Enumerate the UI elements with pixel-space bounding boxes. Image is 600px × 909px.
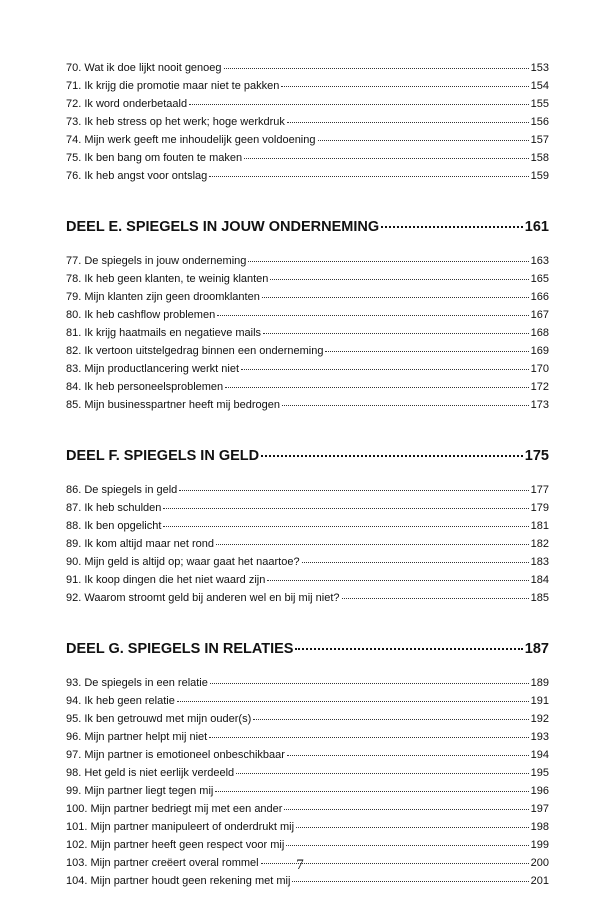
toc-entry-page: 196 [530, 785, 549, 797]
toc-entry-page: 192 [530, 713, 549, 725]
dot-leader [286, 833, 528, 846]
toc-entry-title: 74. Mijn werk geeft me inhoudelijk geen voldoening [66, 134, 316, 146]
toc-entry-page: 172 [530, 381, 549, 393]
toc-entry-title: 104. Mijn partner houdt geen rekening met mij [66, 875, 291, 887]
toc-entry-title: 94. Ik heb geen relatie [66, 695, 175, 707]
toc-entry-title: 91. Ik koop dingen die het niet waard zijn [66, 574, 266, 586]
toc-entry-page: 189 [530, 677, 549, 689]
toc-entry-page: 170 [530, 363, 549, 375]
toc-entry-title: 93. De spiegels in een relatie [66, 677, 208, 689]
toc-entry-page: 154 [530, 80, 549, 92]
toc-entry-title: 100. Mijn partner bedriegt mij met een ander [66, 803, 283, 815]
toc-entry-title: 87. Ik heb schulden [66, 502, 162, 514]
dot-leader [248, 249, 528, 262]
dot-leader [261, 441, 523, 457]
toc-entry-title: 103. Mijn partner creëert overal rommel [66, 857, 259, 869]
dot-leader [253, 707, 528, 720]
toc-entry-page: 163 [530, 255, 549, 267]
toc-entry-title: 83. Mijn productlancering werkt niet [66, 363, 240, 375]
dot-leader [287, 743, 529, 756]
dot-leader [270, 267, 528, 280]
section-heading-title: DEEL G. SPIEGELS IN RELATIES [66, 641, 294, 657]
dot-leader [262, 285, 529, 298]
toc-entry-title: 72. Ik word onderbetaald [66, 98, 188, 110]
toc-entry-page: 157 [530, 134, 549, 146]
toc-entry-page: 165 [530, 273, 549, 285]
dot-leader [381, 212, 523, 228]
dot-leader [179, 478, 528, 491]
toc-entry-page: 168 [530, 327, 549, 339]
dot-leader [282, 393, 529, 406]
dot-leader [325, 339, 528, 352]
dot-leader [189, 92, 529, 105]
section-heading-title: DEEL E. SPIEGELS IN JOUW ONDERNEMING [66, 219, 380, 235]
toc-entry-title: 95. Ik ben getrouwd met mijn ouder(s) [66, 713, 252, 725]
toc-entry-title: 76. Ik heb angst voor ontslag [66, 170, 208, 182]
dot-leader [163, 496, 528, 509]
toc-entry-title: 90. Mijn geld is altijd op; waar gaat het naartoe? [66, 556, 300, 568]
toc-entry-title: 101. Mijn partner manipuleert of onderdrukt mij [66, 821, 295, 833]
toc-entry-page: 181 [530, 520, 549, 532]
dot-leader [267, 568, 528, 581]
toc-entry[interactable] [66, 395, 549, 413]
page-number: 7 [296, 857, 304, 873]
toc-entry-title: 77. De spiegels in jouw onderneming [66, 255, 247, 267]
section-heading[interactable] [66, 444, 549, 466]
toc-entry-page: 198 [530, 821, 549, 833]
toc-entry-title: 82. Ik vertoon uitstelgedrag binnen een onderneming [66, 345, 324, 357]
toc-entry-page: 194 [530, 749, 549, 761]
dot-leader [236, 761, 528, 774]
toc-entry-title: 84. Ik heb personeelsproblemen [66, 381, 224, 393]
dot-leader [163, 514, 528, 527]
dot-leader [295, 634, 522, 650]
dot-leader [224, 56, 529, 69]
toc-entry-page: 197 [530, 803, 549, 815]
toc-entry-page: 177 [530, 484, 549, 496]
toc-entry-page: 184 [530, 574, 549, 586]
toc-entry-title: 99. Mijn partner liegt tegen mij [66, 785, 214, 797]
toc-entry-title: 102. Mijn partner heeft geen respect voor mij [66, 839, 285, 851]
toc-entry-title: 78. Ik heb geen klanten, te weinig klanten [66, 273, 269, 285]
dot-leader [217, 303, 528, 316]
toc-entry-title: 89. Ik kom altijd maar net rond [66, 538, 214, 550]
dot-leader [302, 550, 529, 563]
dot-leader [216, 532, 529, 545]
toc-entry-page: 155 [530, 98, 549, 110]
toc-entry-title: 86. De spiegels in geld [66, 484, 178, 496]
section-heading[interactable] [66, 637, 549, 659]
dot-leader [244, 146, 529, 159]
toc-entry-page: 169 [530, 345, 549, 357]
toc-entry-page: 201 [530, 875, 549, 887]
section-heading-page: 187 [524, 641, 549, 657]
toc-entry[interactable] [66, 166, 549, 184]
dot-leader [263, 321, 529, 334]
dot-leader [215, 779, 528, 792]
section-heading-page: 175 [524, 448, 549, 464]
toc-entry-title: 98. Het geld is niet eerlijk verdeeld [66, 767, 235, 779]
toc-entry-title: 81. Ik krijg haatmails en negatieve mails [66, 327, 262, 339]
toc-entry-title: 97. Mijn partner is emotioneel onbeschikbaar [66, 749, 285, 761]
dot-leader [342, 586, 529, 599]
dot-leader [281, 74, 528, 87]
toc-entry-title: 73. Ik heb stress op het werk; hoge werkdruk [66, 116, 285, 128]
toc-entry-title: 75. Ik ben bang om fouten te maken [66, 152, 243, 164]
toc-entry-page: 179 [530, 502, 549, 514]
toc-entry-page: 173 [530, 399, 549, 411]
section-heading-page: 161 [524, 219, 549, 235]
toc-entry-title: 70. Wat ik doe lijkt nooit genoeg [66, 62, 222, 74]
toc-entry-page: 156 [530, 116, 549, 128]
dot-leader [209, 725, 528, 738]
toc-entry-page: 183 [530, 556, 549, 568]
dot-leader [209, 164, 528, 177]
dot-leader [284, 797, 528, 810]
toc-entry-title: 96. Mijn partner helpt mij niet [66, 731, 208, 743]
toc-entry-title: 92. Waarom stroomt geld bij anderen wel en bij mij niet? [66, 592, 340, 604]
toc-entry-page: 193 [530, 731, 549, 743]
toc-entry-title: 85. Mijn businesspartner heeft mij bedrogen [66, 399, 281, 411]
dot-leader [177, 689, 529, 702]
toc-entry-page: 199 [530, 839, 549, 851]
dot-leader [287, 110, 529, 123]
section-heading[interactable] [66, 215, 549, 237]
toc-entry-page: 158 [530, 152, 549, 164]
toc-entry-page: 182 [530, 538, 549, 550]
toc-entry[interactable] [66, 588, 549, 606]
toc-entry-page: 167 [530, 309, 549, 321]
toc-entry-page: 185 [530, 592, 549, 604]
dot-leader [296, 815, 529, 828]
dot-leader [225, 375, 528, 388]
toc-entry-page: 191 [530, 695, 549, 707]
toc-entry-title: 71. Ik krijg die promotie maar niet te pakken [66, 80, 280, 92]
toc-entry-page: 166 [530, 291, 549, 303]
dot-leader [210, 671, 529, 684]
toc-entry-page: 153 [530, 62, 549, 74]
section-heading-title: DEEL F. SPIEGELS IN GELD [66, 448, 260, 464]
table-of-contents [66, 58, 549, 889]
toc-entry-title: 88. Ik ben opgelicht [66, 520, 162, 532]
toc-entry-page: 195 [530, 767, 549, 779]
dot-leader [318, 128, 529, 141]
toc-entry-title: 80. Ik heb cashflow problemen [66, 309, 216, 321]
toc-entry-page: 159 [530, 170, 549, 182]
dot-leader [241, 357, 529, 370]
toc-entry-title: 79. Mijn klanten zijn geen droomklanten [66, 291, 260, 303]
toc-entry-page: 200 [530, 857, 549, 869]
